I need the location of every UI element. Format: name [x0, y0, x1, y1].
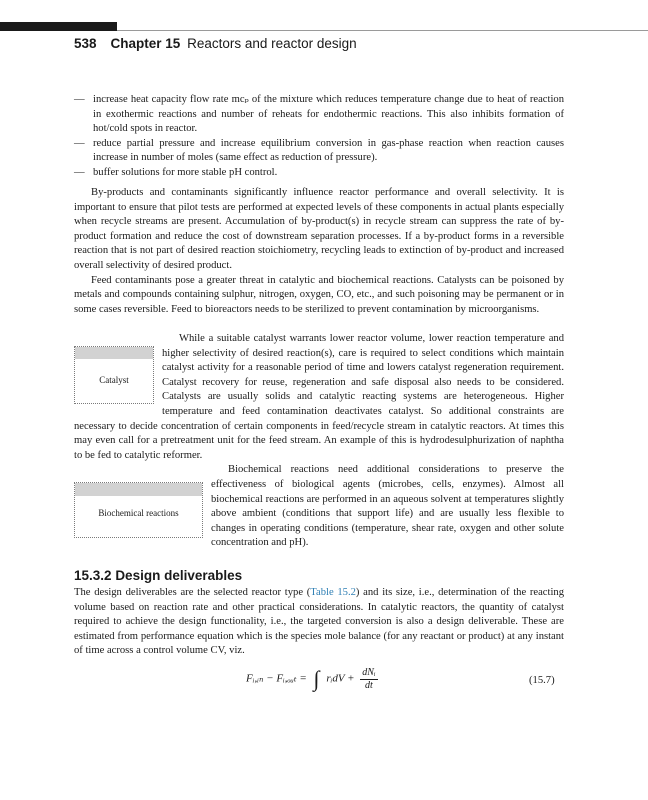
- equation-lhs: Fᵢ,ᵢₙ − Fᵢ,ₒᵤₜ =: [246, 672, 307, 685]
- margin-note-biochemical: [74, 482, 203, 538]
- design-text-before: The design deliverables are the selected reactor type (: [74, 587, 311, 598]
- fraction-numerator: dNᵢ: [362, 666, 376, 678]
- table-reference-link[interactable]: Table 15.2: [310, 587, 356, 598]
- paragraph-byproducts: By-products and contaminants significantly influence reactor performance and overall selectivity. It is important to ensure that pilot tests are performed at expected levels of these components in actual plants especially when recycle streams are present. Accumulation of by-product(s) in recycle stream can suppress the rate of by-product formation and reduce the cost of downstream separation processes. If a by-product forms in a reversible reaction that is not part of desired reaction stoichiometry, recycling leads to extinction of by-product and increased overall selectivity of desired product.: [74, 187, 564, 271]
- body-text-wrapped: [74, 332, 564, 551]
- margin-note-shade: [75, 483, 202, 496]
- running-header: [74, 36, 357, 51]
- chapter-label: Chapter 15: [110, 36, 181, 51]
- paragraph-biochemical: Biochemical reactions need additional considerations to preserve the effectiveness of biological agents (microbes, cells, enzymes). Almost all biochemical reactions are performed in an aqueous solvent at temperatures slightly above ambient (conditions that support life) and are usually less flexible to changes in operating conditions (temperature, shear rate, oxygen and other solute concentration and pH).: [211, 464, 564, 549]
- bullet-dash: —: [74, 137, 85, 149]
- bullet-dash: —: [74, 94, 85, 105]
- margin-note-label: Biochemical reactions: [98, 508, 179, 519]
- page-number: 538: [74, 36, 97, 51]
- list-item: [74, 137, 564, 166]
- margin-note-label: Catalyst: [99, 375, 129, 385]
- header-bar: [0, 22, 117, 31]
- chapter-title: Reactors and reactor design: [187, 36, 357, 51]
- header-rule: [117, 30, 648, 31]
- paragraph-feed-contaminants: Feed contaminants pose a greater threat in catalytic and biochemical reactions. Catalysts can be poisoned by metals and compounds containing sulphur, nitrogen, oxygen, CO, etc., and such poisoning may be permanent or in some cases reversible. Feed to bioreactors needs to be sterilized to prevent contamination by microorganisms.: [74, 274, 564, 315]
- fraction-denominator: dt: [365, 679, 373, 691]
- bullet-text: buffer solutions for more stable pH control.: [93, 166, 278, 178]
- integral-sign: ∫: [313, 666, 320, 691]
- bullet-text: increase heat capacity flow rate mcₚ of the mixture which reduces temperature change due to heat of reaction in exothermic reactions and number of reheats for endothermic reactions. This also inhibits formation of hot/cold spots in reactor.: [93, 94, 564, 135]
- bullet-text: reduce partial pressure and increase equilibrium conversion in gas-phase reaction when reaction causes increase in number of moles (same effect as reduction of pressure).: [93, 137, 564, 164]
- design-text-after: ) and its size, i.e., determination of the reacting volume based on reaction rate and other practical considerations. In catalytic reactors, the quantity of catalyst required to achieve the design functionality, i.e., the targeted conversion is also a design deliverable. These are estimated from performance equation which is the species mole balance (for any reactant or product) at any instant of time across a control volume CV, viz.: [74, 587, 564, 657]
- equation-15-7: [246, 666, 378, 692]
- bullet-list: [74, 93, 564, 181]
- paragraph-catalyst: While a suitable catalyst warrants lower reactor volume, lower reaction temperature and higher selectivity of desired reaction(s), care is required to select conditions which maintain catalyst activity for a reasonable period of time and lowers catalyst regeneration requirement. Catalyst recovery for reuse, regeneration and safe disposal also needs to be considered. Catalysts are usually solids and catalytic reacting systems are heterogeneous. Higher temperature and feed contamination deactivates catalyst. So additional constraints are necessary to decide concentration of certain components in feed/recycle stream in catalytic reactors. At times this may even call for a pretreatment unit for the feed stream. An example of this is hydrodesulphurization of naphtha to be fed to catalytic reformer.: [74, 333, 564, 461]
- list-item: [74, 166, 564, 181]
- margin-note-shade: [75, 347, 153, 359]
- equation-integrand: rᵢdV +: [326, 672, 355, 685]
- section-number: 15.3.2: [74, 568, 112, 583]
- paragraph-design-deliverables: [74, 586, 564, 659]
- body-text-upper: [74, 186, 564, 317]
- margin-note-catalyst: [74, 346, 154, 404]
- section-title: Design deliverables: [115, 568, 243, 583]
- list-item: [74, 93, 564, 137]
- bullet-dash: —: [74, 166, 85, 178]
- body-text-design: [74, 586, 564, 659]
- equation-number: (15.7): [529, 675, 555, 686]
- section-heading: [74, 568, 242, 583]
- equation-fraction: [360, 667, 377, 692]
